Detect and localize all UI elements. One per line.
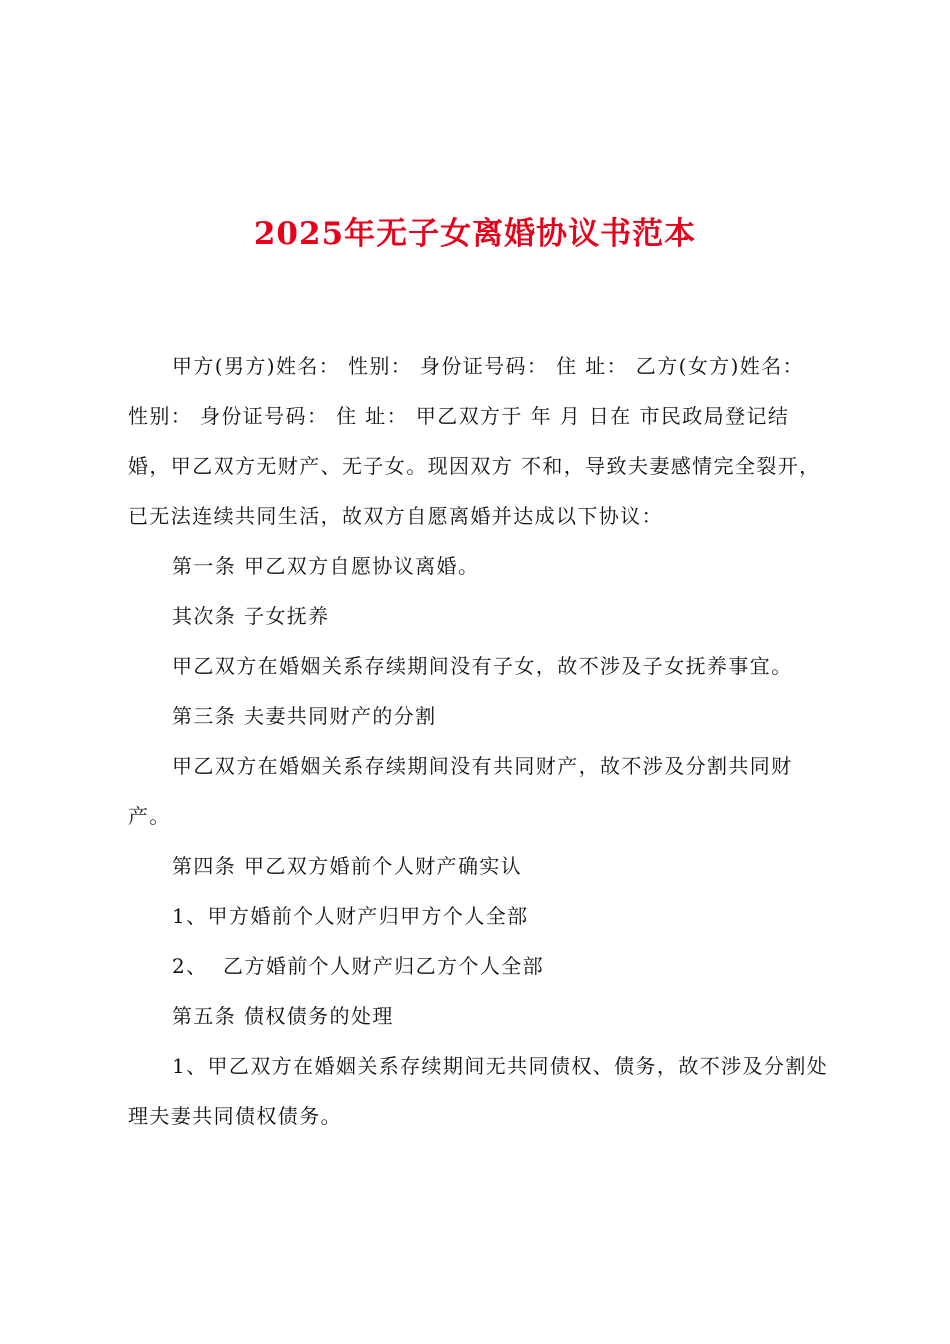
document-body bbox=[128, 341, 832, 1141]
paragraph-parties: 甲方(男方)姓名： 性别： 身份证号码： 住 址： 乙方(女方)姓名： 性别： 身份证号码： 住 址： 甲乙双方于 年 月 日在 市民政局登记结婚，甲乙双方无财产、无子女。现因双方 不和，导致夫妻感情完全裂开，已无法连续共同生活，故双方自愿离婚并达成以下协议： bbox=[128, 354, 821, 528]
paragraph-article-5-item-1: 1、甲乙双方在婚姻关系存续期间无共同债权、债务，故不涉及分割处理夫妻共同债权债务。 bbox=[128, 1054, 829, 1128]
paragraph-article-4-heading: 第四条 甲乙双方婚前个人财产确实认 bbox=[172, 854, 523, 878]
paragraph-article-1: 第一条 甲乙双方自愿协议离婚。 bbox=[172, 554, 480, 578]
paragraph-article-3-heading: 第三条 夫妻共同财产的分割 bbox=[172, 704, 437, 728]
paragraph-article-2-body: 甲乙双方在婚姻关系存续期间没有子女，故不涉及子女抚养事宜。 bbox=[172, 654, 793, 678]
paragraph-article-2-heading: 其次条 子女抚养 bbox=[172, 604, 330, 628]
document-title: 2025年无子女离婚协议书范本 bbox=[253, 216, 697, 252]
paragraph-article-4-item-1: 1、甲方婚前个人财产归甲方个人全部 bbox=[172, 904, 529, 928]
paragraph-article-3-body: 甲乙双方在婚姻关系存续期间没有共同财产，故不涉及分割共同财产。 bbox=[128, 754, 793, 828]
paragraph-article-4-item-2: 2、 乙方婚前个人财产归乙方个人全部 bbox=[172, 954, 545, 978]
paragraph-article-5-heading: 第五条 债权债务的处理 bbox=[172, 1004, 394, 1028]
